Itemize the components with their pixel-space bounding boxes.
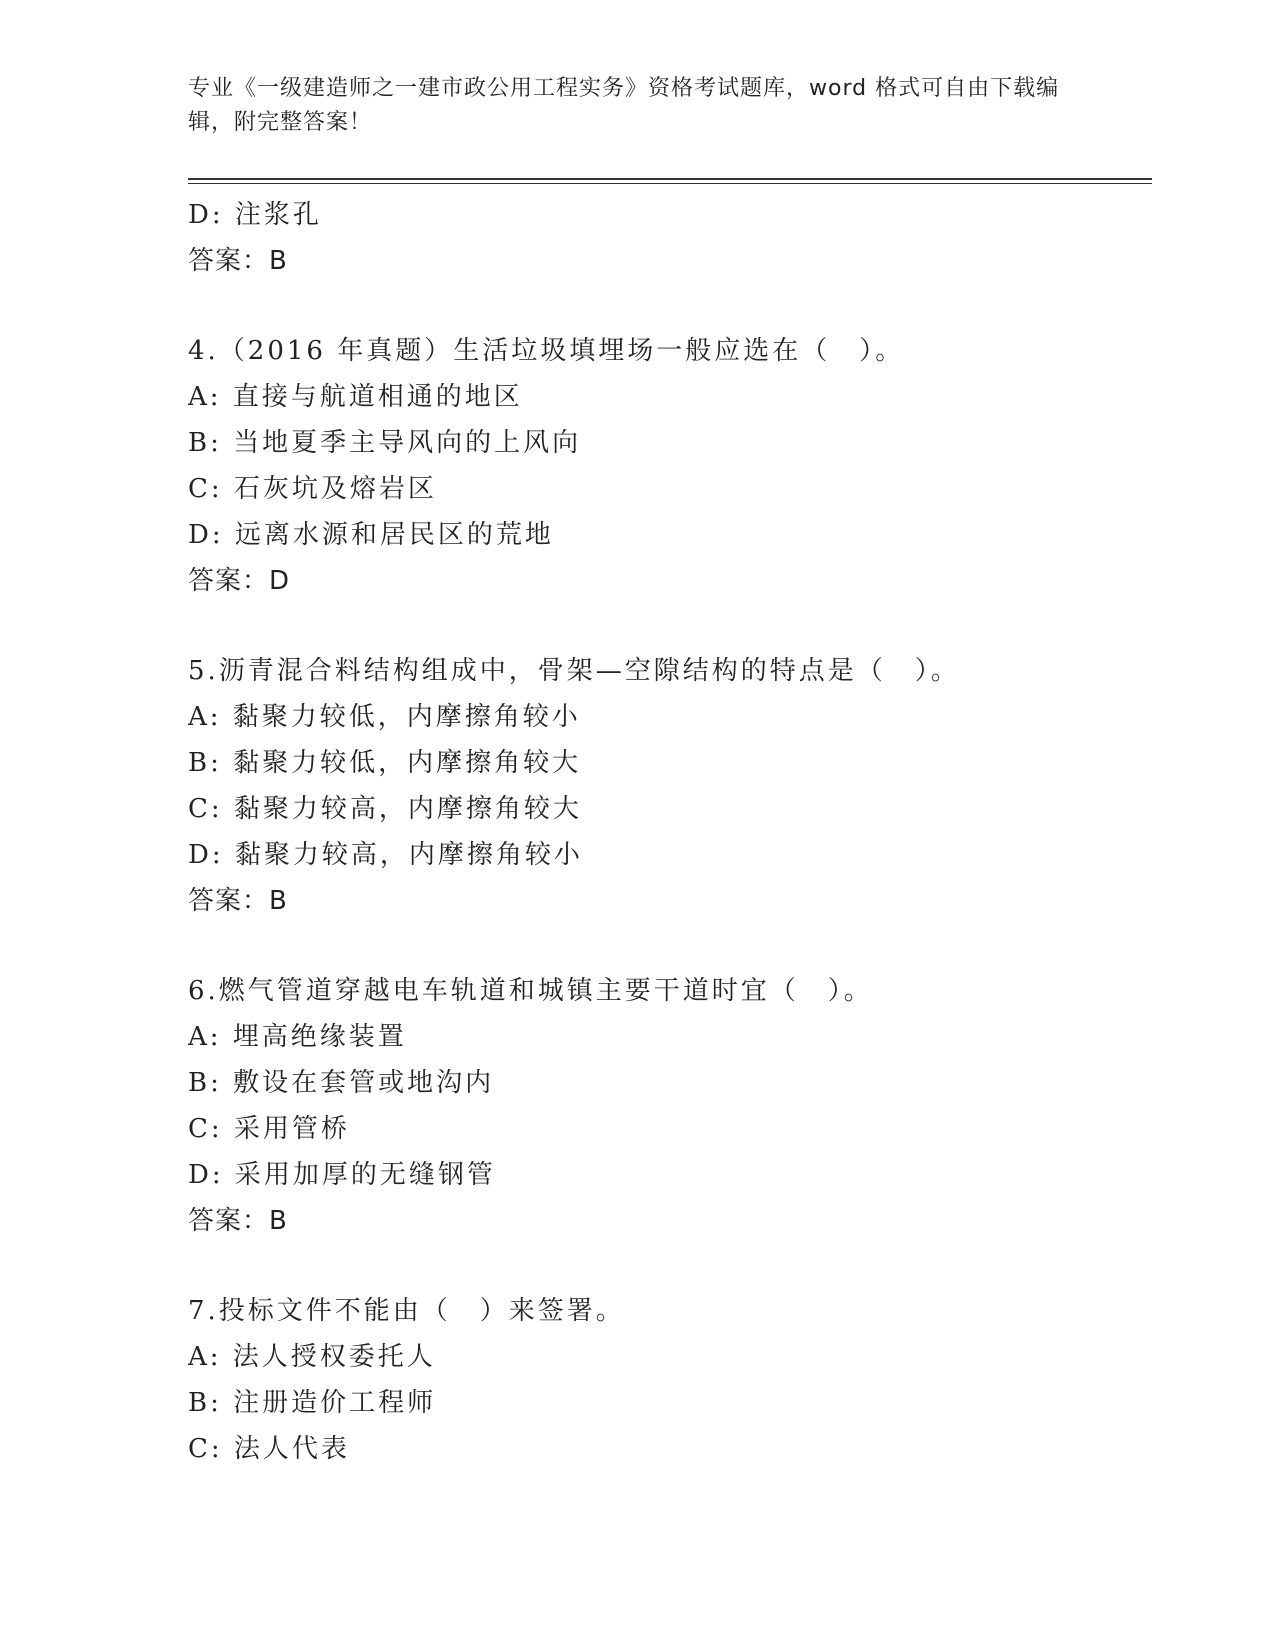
option-b: B: 注册造价工程师 (188, 1388, 437, 1418)
question-stem: 6.燃气管道穿越电车轨道和城镇主要干道时宜（ ）。 (188, 976, 873, 1006)
question-stem: 5.沥青混合料结构组成中，骨架—空隙结构的特点是（ ）。 (188, 656, 960, 686)
option-b: B: 敷设在套管或地沟内 (188, 1068, 495, 1098)
option-d-prev: D: 注浆孔 (188, 200, 322, 230)
option-a: A: 直接与航道相通的地区 (188, 382, 523, 412)
option-c: C: 法人代表 (188, 1434, 350, 1464)
question-stem: 7.投标文件不能由（ ）来签署。 (188, 1296, 625, 1326)
option-a: A: 埋高绝缘装置 (188, 1022, 407, 1052)
option-a: A: 法人授权委托人 (188, 1342, 436, 1372)
answer-prev: 答案：B (188, 246, 288, 276)
answer: 答案：D (188, 566, 291, 596)
option-b: B: 当地夏季主导风向的上风向 (188, 428, 582, 458)
question-stem: 4.（2016 年真题）生活垃圾填埋场一般应选在（ ）。 (188, 336, 905, 366)
question-6 (188, 968, 1152, 1244)
option-d: D: 采用加厚的无缝钢管 (188, 1160, 496, 1190)
option-c: C: 采用管桥 (188, 1114, 350, 1144)
question-4 (188, 328, 1152, 604)
option-c: C: 石灰坑及熔岩区 (188, 474, 437, 504)
header-divider-thick (188, 178, 1152, 180)
document-header: 专业《一级建造师之一建市政公用工程实务》资格考试题库，word 格式可自由下载编辑，附完整答案！ (188, 76, 1060, 135)
option-d: D: 远离水源和居民区的荒地 (188, 520, 554, 550)
option-b: B: 黏聚力较低，内摩擦角较大 (188, 748, 582, 778)
header-divider-thin (188, 183, 1152, 184)
option-d: D: 黏聚力较高，内摩擦角较小 (188, 840, 583, 870)
answer: 答案：B (188, 886, 288, 916)
question-5 (188, 648, 1152, 924)
question-7 (188, 1288, 1152, 1472)
option-a: A: 黏聚力较低，内摩擦角较小 (188, 702, 581, 732)
answer: 答案：B (188, 1206, 288, 1236)
option-c: C: 黏聚力较高，内摩擦角较大 (188, 794, 582, 824)
question-list (188, 192, 1152, 1472)
